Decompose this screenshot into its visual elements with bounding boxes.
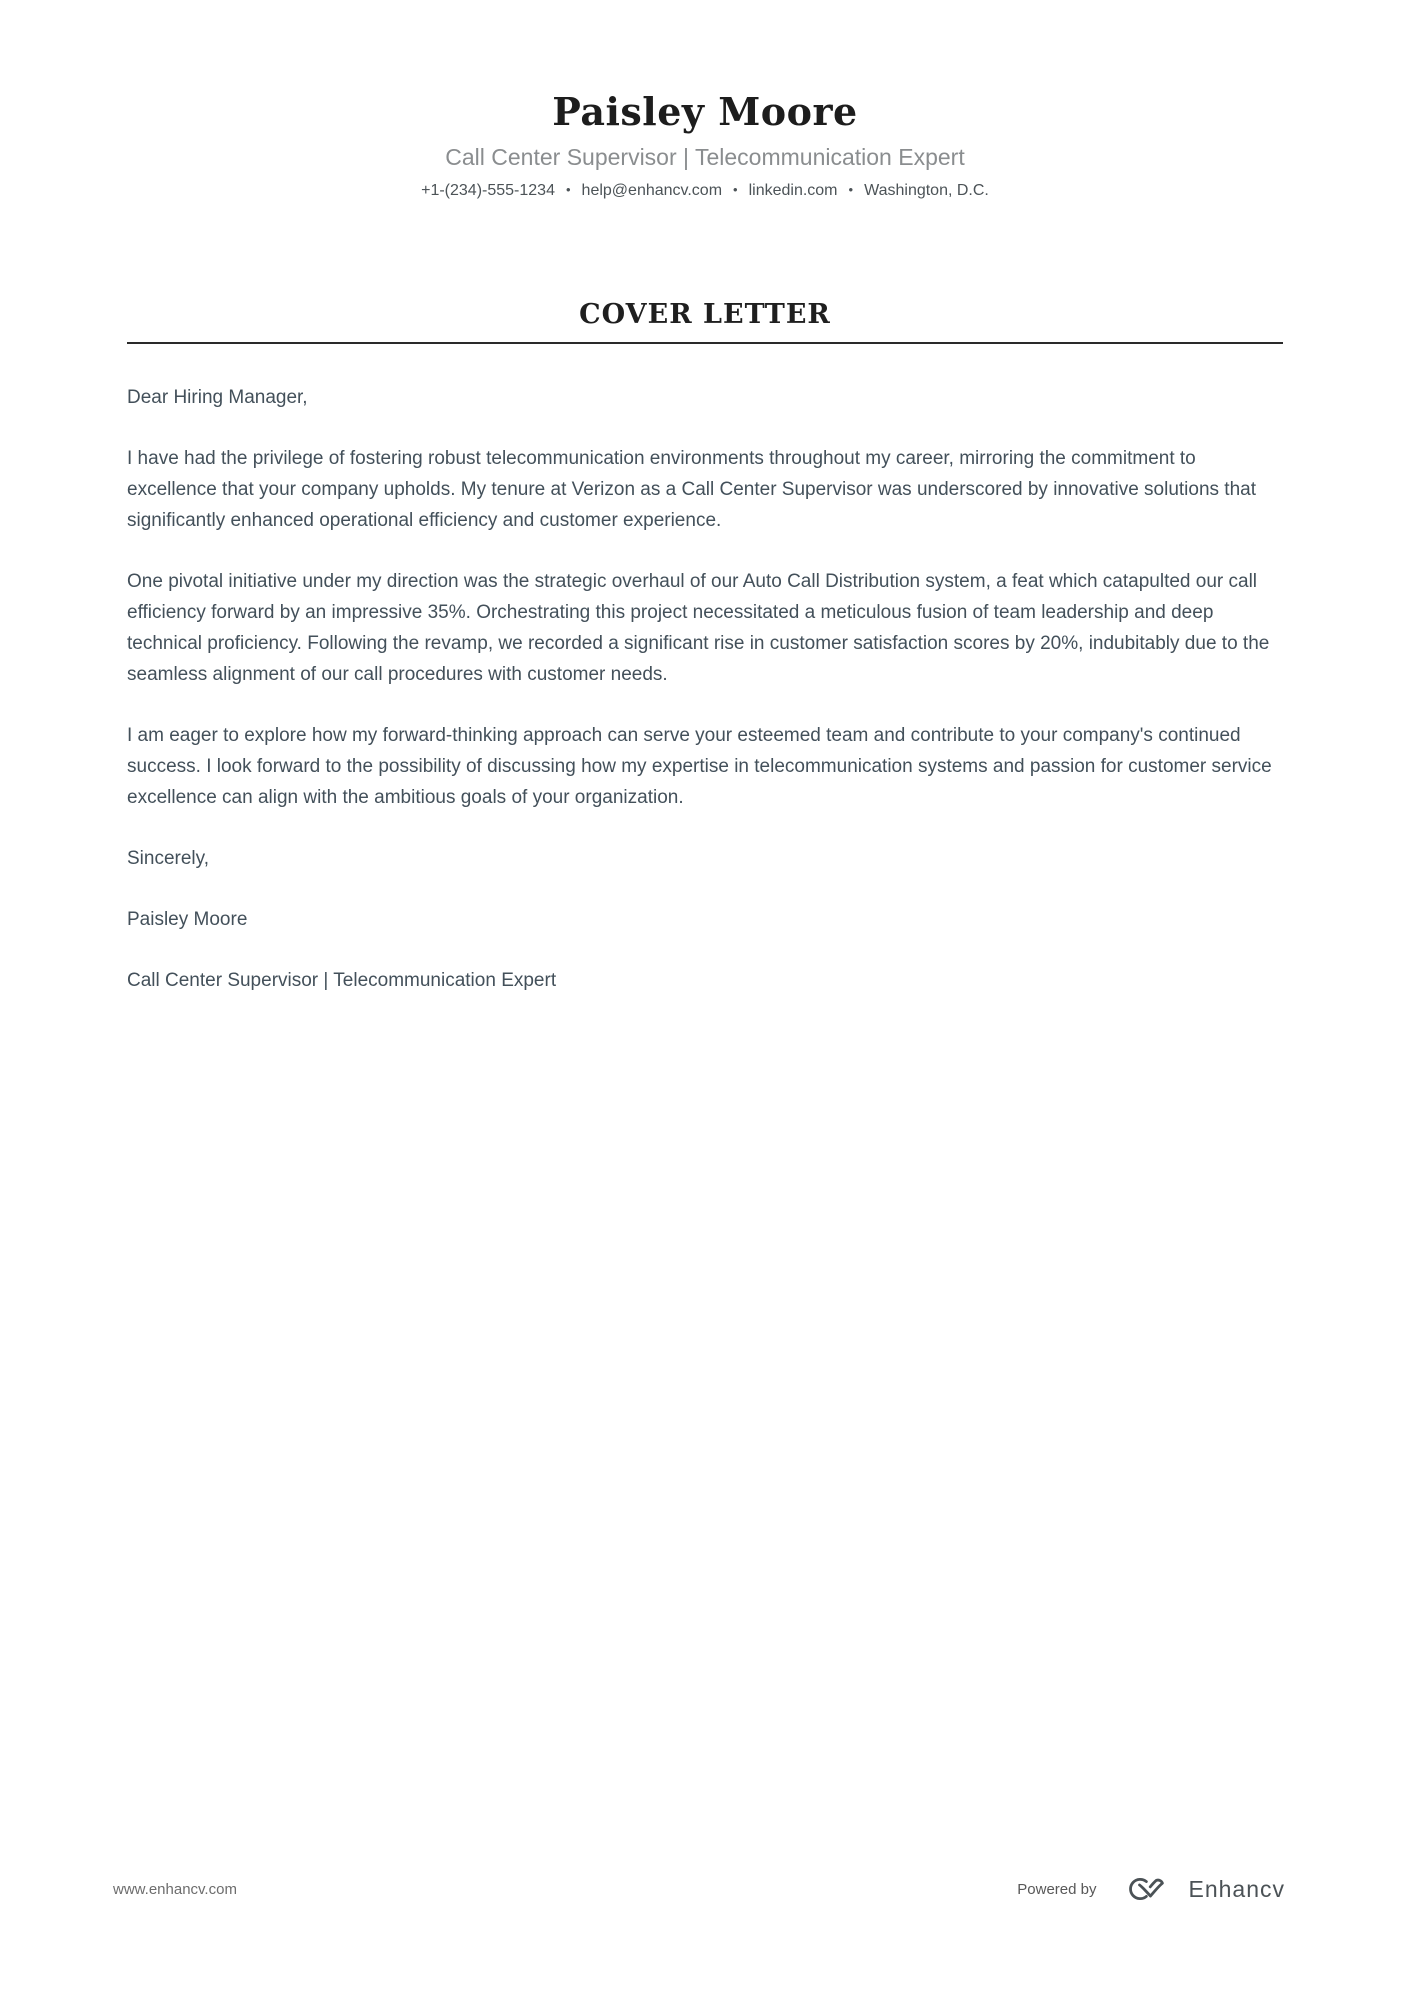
contact-phone: +1-(234)-555-1234 — [421, 182, 555, 199]
section-divider — [127, 342, 1283, 344]
footer-brand — [1017, 1874, 1285, 1904]
bullet-separator-icon: • — [733, 182, 738, 197]
footer-website-link[interactable]: www.enhancv.com — [113, 1880, 237, 1898]
signature-title: Call Center Supervisor | Telecommunication Expert — [127, 970, 557, 991]
page-footer — [0, 1871, 1410, 1907]
page-content — [0, 0, 1410, 996]
letter-paragraph: I have had the privilege of fostering robust telecommunication environments throughout my career, mirroring the commitment to excellence that your company upholds. My tenure at Verizon as a Call Center Supervisor was underscored by innovative solutions that significantly enhanced operational efficiency and customer experience. — [127, 448, 1256, 531]
contact-email[interactable]: help@enhancv.com — [581, 182, 723, 199]
bullet-separator-icon: • — [565, 182, 571, 197]
bullet-separator-icon: • — [848, 182, 854, 197]
salutation: Dear Hiring Manager, — [127, 387, 308, 408]
enhancv-infinity-logo-icon[interactable] — [1124, 1874, 1176, 1904]
section-title: COVER LETTER — [579, 299, 831, 330]
powered-by-label: Powered by — [1017, 1880, 1097, 1898]
letter-body — [127, 382, 1283, 996]
letter-paragraph: One pivotal initiative under my direction was the strategic overhaul of our Auto Call Distribution system, a feat which catapulted our call efficiency forward by an impressive 35%. Orchestrating this project necessitated a meticulous fusion of team leadership and deep technical proficiency. Following the revamp, we recorded a significant rise in customer satisfaction scores by 20%, indubitably due to the seamless alignment of our call procedures with customer needs. — [127, 571, 1270, 685]
letter-paragraph: I am eager to explore how my forward-thinking approach can serve your esteemed team and contribute to your company's continued success. I look forward to the possibility of discussing how my expertise in telecommunication systems and passion for customer service excellence can align with the ambitious goals of your organization. — [127, 725, 1272, 808]
enhancv-wordmark[interactable]: Enhancv — [1188, 1875, 1285, 1902]
person-name: Paisley Moore — [552, 89, 858, 134]
contact-linkedin[interactable]: linkedin.com — [748, 182, 838, 199]
person-job-title: Call Center Supervisor | Telecommunication Expert — [445, 144, 965, 170]
contact-location: Washington, D.C. — [864, 182, 989, 199]
closing: Sincerely, — [127, 848, 210, 869]
contact-line — [127, 179, 1283, 202]
document-header — [127, 88, 1283, 202]
signature-name: Paisley Moore — [127, 909, 248, 930]
